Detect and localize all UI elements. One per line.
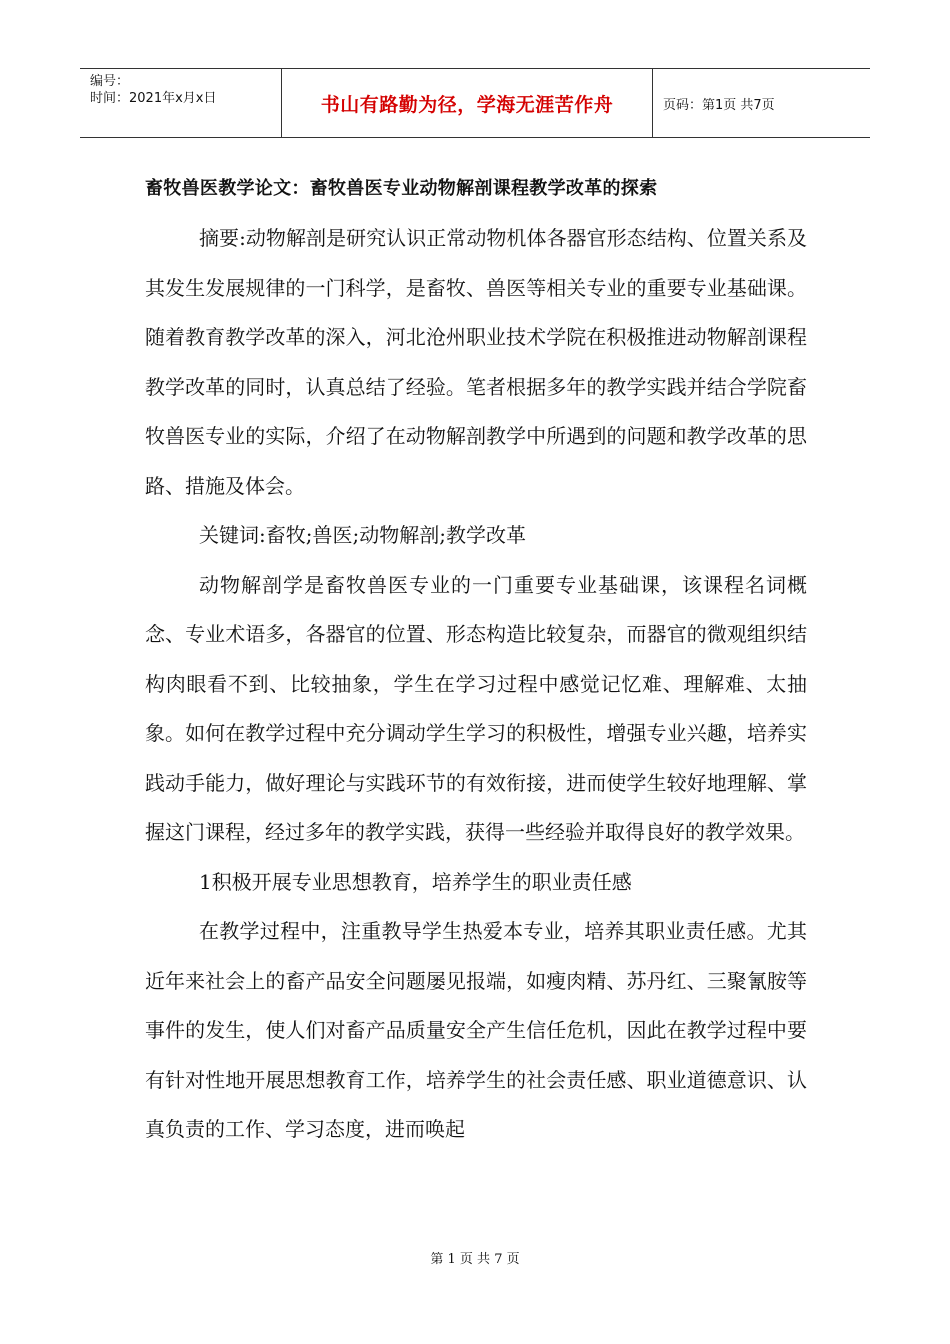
serial-label: 编号： bbox=[90, 74, 130, 89]
document-title: 畜牧兽医教学论文：畜牧兽医专业动物解剖课程教学改革的探索 bbox=[145, 178, 658, 199]
time-label: 时间：2021年x月x日 bbox=[90, 91, 217, 106]
header-motto: 书山有路勤为径，学海无涯苦作舟 bbox=[282, 69, 653, 137]
intro-paragraph: 动物解剖学是畜牧兽医专业的一门重要专业基础课，该课程名词概念、专业术语多，各器官的位置、形态构造比较复杂，而器官的微观组织结构肉眼看不到、比较抽象，学生在学习过程中感觉记忆难、理解难、太抽象。如何在教学过程中充分调动学生学习的积极性，增强专业兴趣，培养实践动手能力，做好理论与实践环节的有效衔接，进而使学生较好地理解、掌握这门课程，经过多年的教学实践，获得一些经验并取得良好的教学效果。 bbox=[145, 572, 807, 844]
header-page-info: 页码：第1页 共7页 bbox=[663, 97, 775, 113]
keywords-paragraph: 关键词:畜牧;兽医;动物解剖;教学改革 bbox=[199, 523, 526, 547]
header-meta bbox=[80, 69, 282, 137]
section-paragraph: 在教学过程中，注重教导学生热爱本专业，培养其职业责任感。尤其近年来社会上的畜产品安全问题屡见报端，如瘦肉精、苏丹红、三聚氰胺等事件的发生，使人们对畜产品质量安全产生信任危机，因此在教学过程中要有针对性地开展思想教育工作，培养学生的社会责任感、职业道德意识、认真负责的工作、学习态度，进而唤起 bbox=[145, 919, 807, 1141]
page-header bbox=[80, 68, 870, 138]
document-body bbox=[145, 214, 807, 1155]
page-footer: 第 1 页 共 7 页 bbox=[430, 1252, 520, 1267]
abstract-paragraph: 摘要:动物解剖是研究认识正常动物机体各器官形态结构、位置关系及其发生发展规律的一门科学，是畜牧、兽医等相关专业的重要专业基础课。随着教育教学改革的深入，河北沧州职业技术学院在积极推进动物解剖课程教学改革的同时，认真总结了经验。笔者根据多年的教学实践并结合学院畜牧兽医专业的实际，介绍了在动物解剖教学中所遇到的问题和教学改革的思路、措施及体会。 bbox=[145, 226, 807, 498]
section-heading: 1积极开展专业思想教育，培养学生的职业责任感 bbox=[199, 869, 632, 894]
